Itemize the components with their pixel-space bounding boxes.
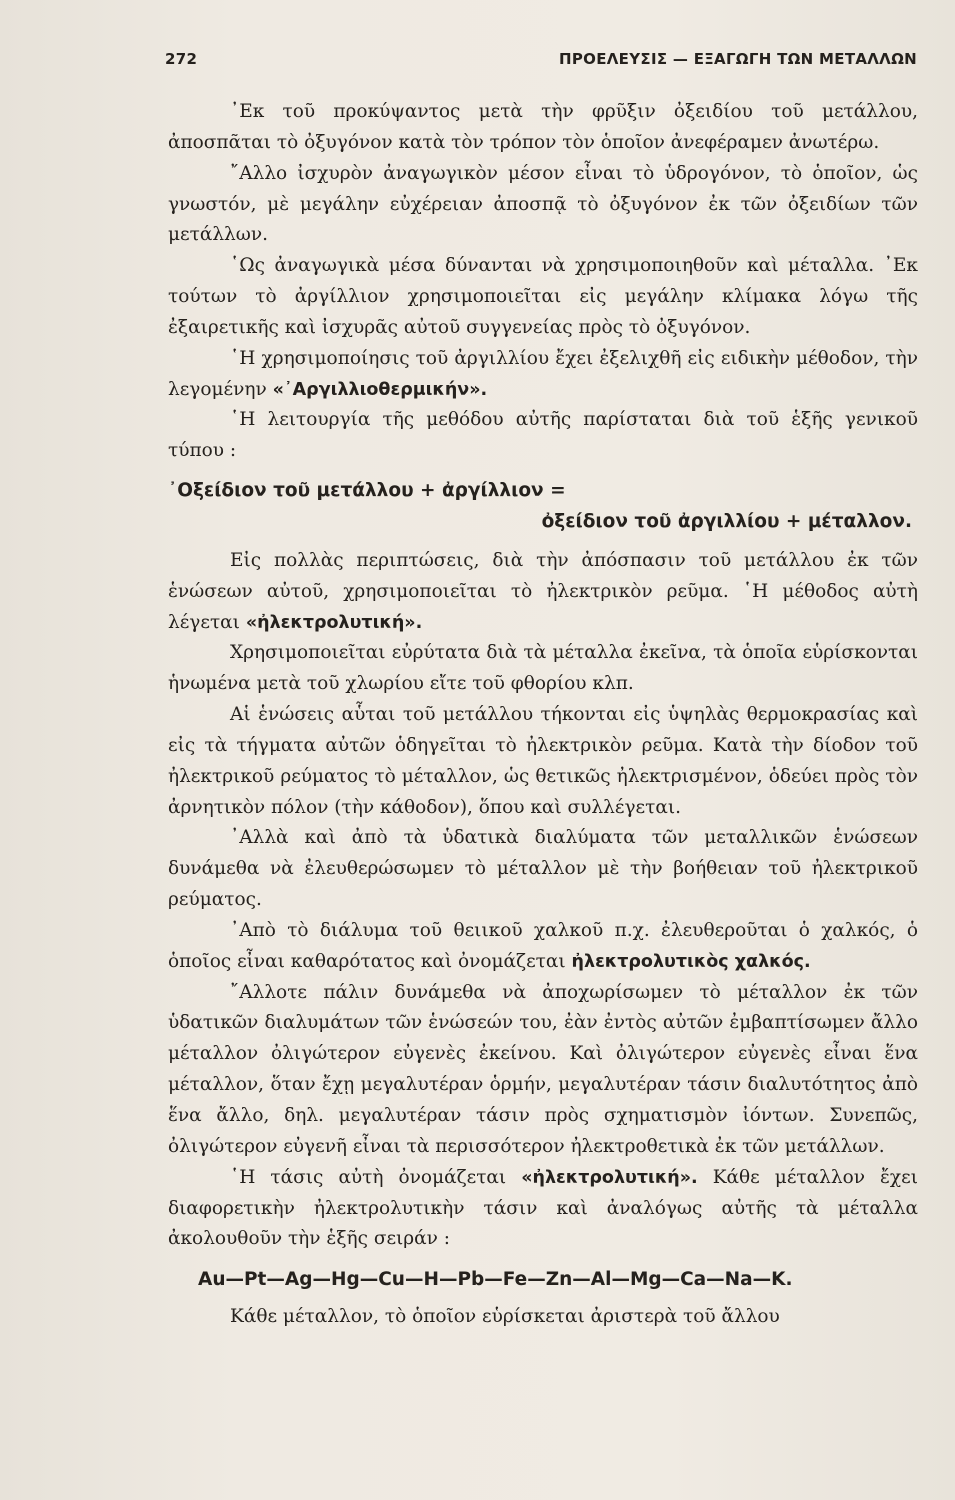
paragraph-6-text: Εἰς πολλὰς περιπτώσεις, διὰ τὴν ἀπόσπασιν τοῦ μετάλλου ἐκ τῶν ἑνώσεων αὐτοῦ, χρησιμοποιεῖται τὸ ἠλεκτρικὸν ρεῦμα. ῾Η μέθοδος αὐτὴ λέγεται <box>168 549 918 633</box>
series-separator: — <box>225 1269 244 1291</box>
paragraph-11: ῎Αλλοτε πάλιν δυνάμεθα νὰ ἀποχωρίσωμεν τὸ μέταλλον ἐκ τῶν ὑδατικῶν διαλυμάτων τῶν ἑνώσεών του, ἐὰν ἐντὸς αὐτῶν ἐμβαπτίσωμεν ἄλλο μέταλλον ὀλιγώτερον εὐγενὲς ἐκείνου. Καὶ ὀλιγώτερον εὐγενὲς εἶναι ἕνα μέταλλον, ὅταν ἔχῃ μεγαλυτέραν ὁρμήν, μεγαλυτέραν τάσιν διαλυτότητος ἀπὸ ἕνα ἄλλο, δηλ. μεγαλυτέραν τάσιν πρὸς σχηματισμὸν ἰόντων. Συνεπῶς, ὀλιγώτερον εὐγενῆ εἶναι τὰ περισσότερον ἠλεκτροθετικὰ ἐκ τῶν μετάλλων. <box>168 981 918 1157</box>
element-zn: Zn <box>545 1269 573 1291</box>
element-ag: Ag <box>284 1269 313 1291</box>
paragraph-6 <box>168 546 918 639</box>
electrochemical-series <box>198 1265 918 1296</box>
paragraph-8: Αἱ ἑνώσεις αὗται τοῦ μετάλλου τήκονται εἰς ὑψηλὰς θερμοκρασίας καὶ εἰς τὰ τήγματα αὐτῶν ὁδηγεῖται τὸ ἠλεκτρικὸν ρεῦμα. Κατὰ τὴν δίοδον τοῦ ἠλεκτρικοῦ ρεύματος τὸ μέταλλον, ὡς θετικῶς ἠλεκτρισμένον, ὁδεύει πρὸς τὸν ἀρνητικὸν πόλον (τὴν κάθοδον), ὅπου καὶ συλλέγεται. <box>168 704 918 818</box>
paragraph-3: ῾Ως ἀναγωγικὰ μέσα δύνανται νὰ χρησιμοποιηθοῦν καὶ μέταλλα. ᾿Εκ τούτων τὸ ἀργίλλιον χρησιμοποιεῖται εἰς μεγάλην κλίμακα λόγω τῆς ἐξαιρετικῆς καὶ ἰσχυρᾶς αὐτοῦ συγγενείας πρὸς τὸ ὀξυγόνον. <box>168 255 918 338</box>
paragraph-12-rest: Κάθε μέταλλον ἔχει διαφορετικὴν ἠλεκτρολυτικὴν τάσιν καὶ ἀναλόγως αὐτῆς τὰ μέταλλα ἀκολουθοῦν τὴν ἑξῆς σειράν : <box>168 1166 918 1250</box>
paragraph-12 <box>168 1163 918 1256</box>
page-number: 272 <box>165 50 198 68</box>
equation-left-line: ᾿Οξείδιον τοῦ μετάλλου + ἀργίλλιον = <box>168 480 566 502</box>
element-ca: Ca <box>680 1269 707 1291</box>
series-separator: — <box>611 1269 630 1291</box>
element-cu: Cu <box>378 1269 405 1291</box>
paragraph-1: ᾿Εκ τοῦ προκύψαντος μετὰ τὴν φρῦξιν ὀξειδίου τοῦ μετάλλου, ἀποσπᾶται τὸ ὀξυγόνον κατὰ τὸν τρόπον τὸν ὁποῖον ἀνεφέραμεν ἀνωτέρω. <box>168 101 918 153</box>
paragraph-7: Χρησιμοποιεῖται εὐρύτατα διὰ τὰ μέταλλα ἐκεῖνα, τὰ ὁποῖα εὑρίσκονται ἡνωμένα μετὰ τοῦ χλωρίου εἴτε τοῦ φθορίου κλπ. <box>168 642 918 695</box>
paragraph-2: ῎Αλλο ἰσχυρὸν ἀναγωγικὸν μέσον εἶναι τὸ ὑδρογόνον, τὸ ὁποῖον, ὡς γνωστόν, μὲ μεγάλην εὐχέρειαν ἀποσπᾷ τὸ ὀξυγόνον ἐκ τῶν ὀξειδίων τῶν μετάλλων. <box>168 162 918 246</box>
paragraph-9: ᾿Αλλὰ καὶ ἀπὸ τὰ ὑδατικὰ διαλύματα τῶν μεταλλικῶν ἑνώσεων δυνάμεθα νὰ ἐλευθερώσωμεν τὸ μέταλλον μὲ τὴν βοήθειαν τοῦ ἠλεκτρικοῦ ρεύματος. <box>168 827 918 911</box>
page-body <box>168 97 918 1333</box>
series-separator: — <box>266 1269 285 1291</box>
paragraph-4-text: ῾Η χρησιμοποίησις τοῦ ἀργιλλίου ἔχει ἐξελιχθῆ εἰς ειδικὴν μέθοδον, τὴν λεγομένην <box>168 347 918 400</box>
series-separator: — <box>438 1269 458 1291</box>
paragraph-10-text: ᾿Απὸ τὸ διάλυμα τοῦ θειικοῦ χαλκοῦ π.χ. ἐλευθεροῦται ὁ χαλκός, ὁ ὁποῖος εἶναι καθαρότατος καὶ ὀνομάζεται <box>168 919 918 972</box>
equation-right-line: ὀξείδιον τοῦ ἀργιλλίου + μέταλλον. <box>541 510 912 532</box>
series-separator: — <box>572 1269 591 1291</box>
term-electrolytic-copper: ἠλεκτρολυτικὸς χαλκός. <box>571 951 811 972</box>
element-k: K. <box>771 1269 793 1291</box>
series-separator: — <box>752 1269 772 1291</box>
element-hg: Hg <box>330 1269 360 1291</box>
paragraph-12-text: ῾Η τάσις αὐτὴ ὀνομάζεται <box>230 1166 522 1188</box>
series-separator: — <box>527 1269 546 1291</box>
series-separator: — <box>312 1269 331 1291</box>
term-electrolytic: «ἠλεκτρολυτική». <box>245 612 423 633</box>
paragraph-13: Κάθε μέταλλον, τὸ ὁποῖον εὑρίσκεται ἀριστερὰ τοῦ ἄλλου <box>230 1306 780 1328</box>
general-equation <box>168 476 918 538</box>
element-h: H <box>423 1269 439 1291</box>
paragraph-5: ῾Η λειτουργία τῆς μεθόδου αὐτῆς παρίσταται διὰ τοῦ ἑξῆς γενικοῦ τύπου : <box>168 409 918 462</box>
element-fe: Fe <box>502 1269 528 1291</box>
series-separator: — <box>661 1269 681 1291</box>
series-separator: — <box>706 1269 725 1291</box>
term-aluminothermy: «᾿Αργιλλιοθερμικήν». <box>272 379 488 400</box>
element-au: Au <box>198 1269 226 1291</box>
running-header <box>165 50 917 74</box>
series-separator: — <box>484 1269 503 1291</box>
series-separator: — <box>359 1269 379 1291</box>
term-electrolytic-tension: «ἠλεκτρολυτική». <box>521 1167 698 1188</box>
series-separator: — <box>404 1269 424 1291</box>
element-pb: Pb <box>457 1269 485 1291</box>
element-al: Al <box>590 1269 612 1291</box>
running-title: ΠΡΟΕΛΕΥΣΙΣ — ΕΞΑΓΩΓΗ ΤΩΝ ΜΕΤΑΛΛΩΝ <box>559 50 917 68</box>
element-mg: Mg <box>629 1269 662 1291</box>
element-na: Na <box>724 1269 753 1291</box>
paragraph-4 <box>168 344 918 406</box>
element-pt: Pt <box>244 1269 267 1291</box>
paragraph-10 <box>168 916 918 978</box>
